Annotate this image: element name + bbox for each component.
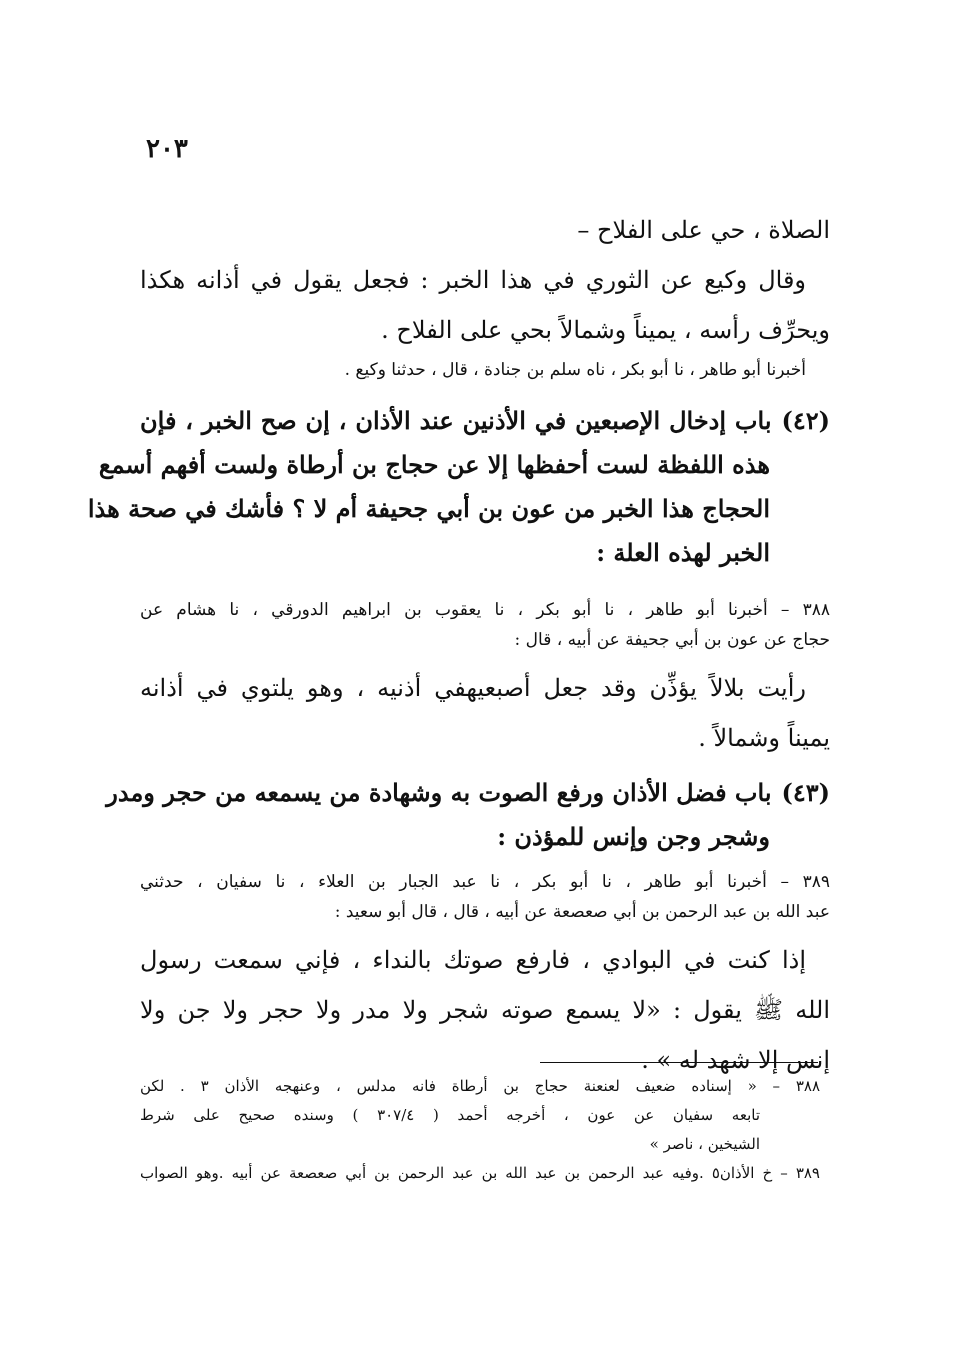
paragraph-2	[140, 255, 830, 355]
hadith-388-isnad-line-2: حجاج عن عون بن أبي جحيفة عن أبيه ، قال :	[514, 630, 830, 650]
footnote-388-line-2: تابعه سفيان عن عون ، أخرجه أحمد ( ٣٠٧/٤ ) وسنده صحيح على شرط	[140, 1106, 760, 1124]
page-body	[87, 205, 830, 1085]
hadith-388-text-line-2: يميناً وشمالاً .	[698, 724, 830, 752]
hadith-388-text-line-1: رأيت بلالاً يؤذِّن وقد جعل أصبعيهفي أذنيه ، وهو يلتوي في أذانه	[140, 674, 806, 702]
chapter-43-line-1: باب فضل الأذان ورفع الصوت به وشهادة من يسمعه من حجر ومدر	[106, 778, 772, 807]
footnote-389-line-1: ٣٨٩ – خ الأذان٥ .وفيه عبد الرحمن بن عبد الله بن عبد الرحمن بن أبي صعصعة عن أبيه .وهو الصواب	[140, 1164, 820, 1182]
chapter-42-number: (٤٢)	[781, 406, 830, 435]
hadith-389	[140, 867, 830, 1085]
hadith-388	[140, 595, 830, 763]
paragraph-2-line-2: ويحرِّف رأسه ، يميناً وشمالاً بحي على الفلاح .	[381, 316, 830, 344]
page-number: ٢٠٣	[146, 134, 188, 164]
hadith-389-isnad-line-1: ٣٨٩ – أخبرنا أبو طاهر ، نا أبو بكر ، نا عبد الجبار بن العلاء ، نا سفيان ، حدثني	[140, 872, 830, 892]
chapter-42-line-2: هذه اللفظة لست أحفظها إلا عن حجاج بن أرطاة ولست أفهم أسمع	[98, 450, 770, 479]
isnad-1: أخبرنا أبو طاهر ، نا أبو بكر ، ناه سلم بن جنادة ، قال ، حدثنا وكيع .	[344, 360, 806, 380]
chapter-42-heading	[87, 399, 830, 575]
chapter-43-heading	[106, 771, 830, 859]
hadith-389-text-line-3: إنس إلا شهد له » .	[641, 1046, 830, 1074]
footnote-388-line-1: ٣٨٨ – « إسناده ضعيف لعنعنة حجاج بن أرطاة فانه مدلس ، وعنهجه الأذان ٣ . لكن	[140, 1077, 821, 1095]
chapter-42-line-3: الحجاج هذا الخبر من عون بن أبي جحيفة أم لا ؟ فأشك في صحة هذا	[87, 494, 770, 523]
chapter-43-number: (٤٣)	[781, 778, 830, 807]
chapter-42-line-4: الخبر لهذه العلة :	[596, 538, 770, 567]
footnote-388-line-3: الشيخين ، ناصر »	[649, 1135, 760, 1153]
footnotes	[140, 1072, 820, 1188]
paragraph-1-line-1: الصلاة ، حي على الفلاح –	[577, 216, 830, 244]
chapter-42-line-1: باب إدخال الإصبعين في الأذنين عند الأذان ، إن صح الخبر ، فإن	[140, 406, 772, 435]
hadith-389-text-line-2: الله ﷺ يقول : «لا يسمع صوته شجر ولا مدر ولا حجر ولا جن ولا	[140, 996, 830, 1024]
paragraph-2-line-1: وقال وكيع عن الثوري في هذا الخبر : فجعل يقول في أذانه هكذا	[140, 266, 806, 294]
hadith-389-isnad-line-2: عبد الله بن عبد الرحمن بن أبي صعصعة عن أبيه ، قال ، قال أبو سعيد :	[334, 902, 830, 922]
hadith-389-text-line-1: إذا كنت في البوادي ، فارفع صوتك بالنداء ، فإني سمعت رسول	[140, 946, 806, 974]
chapter-43-line-2: وشجر وجن وإنس للمؤذن :	[497, 822, 770, 851]
hadith-388-isnad-line-1: ٣٨٨ – أخبرنا أبو طاهر ، نا أبو بكر ، نا يعقوب بن ابراهيم الدورقي ، نا هشام عن	[140, 600, 830, 620]
footnote-divider	[540, 1062, 818, 1063]
